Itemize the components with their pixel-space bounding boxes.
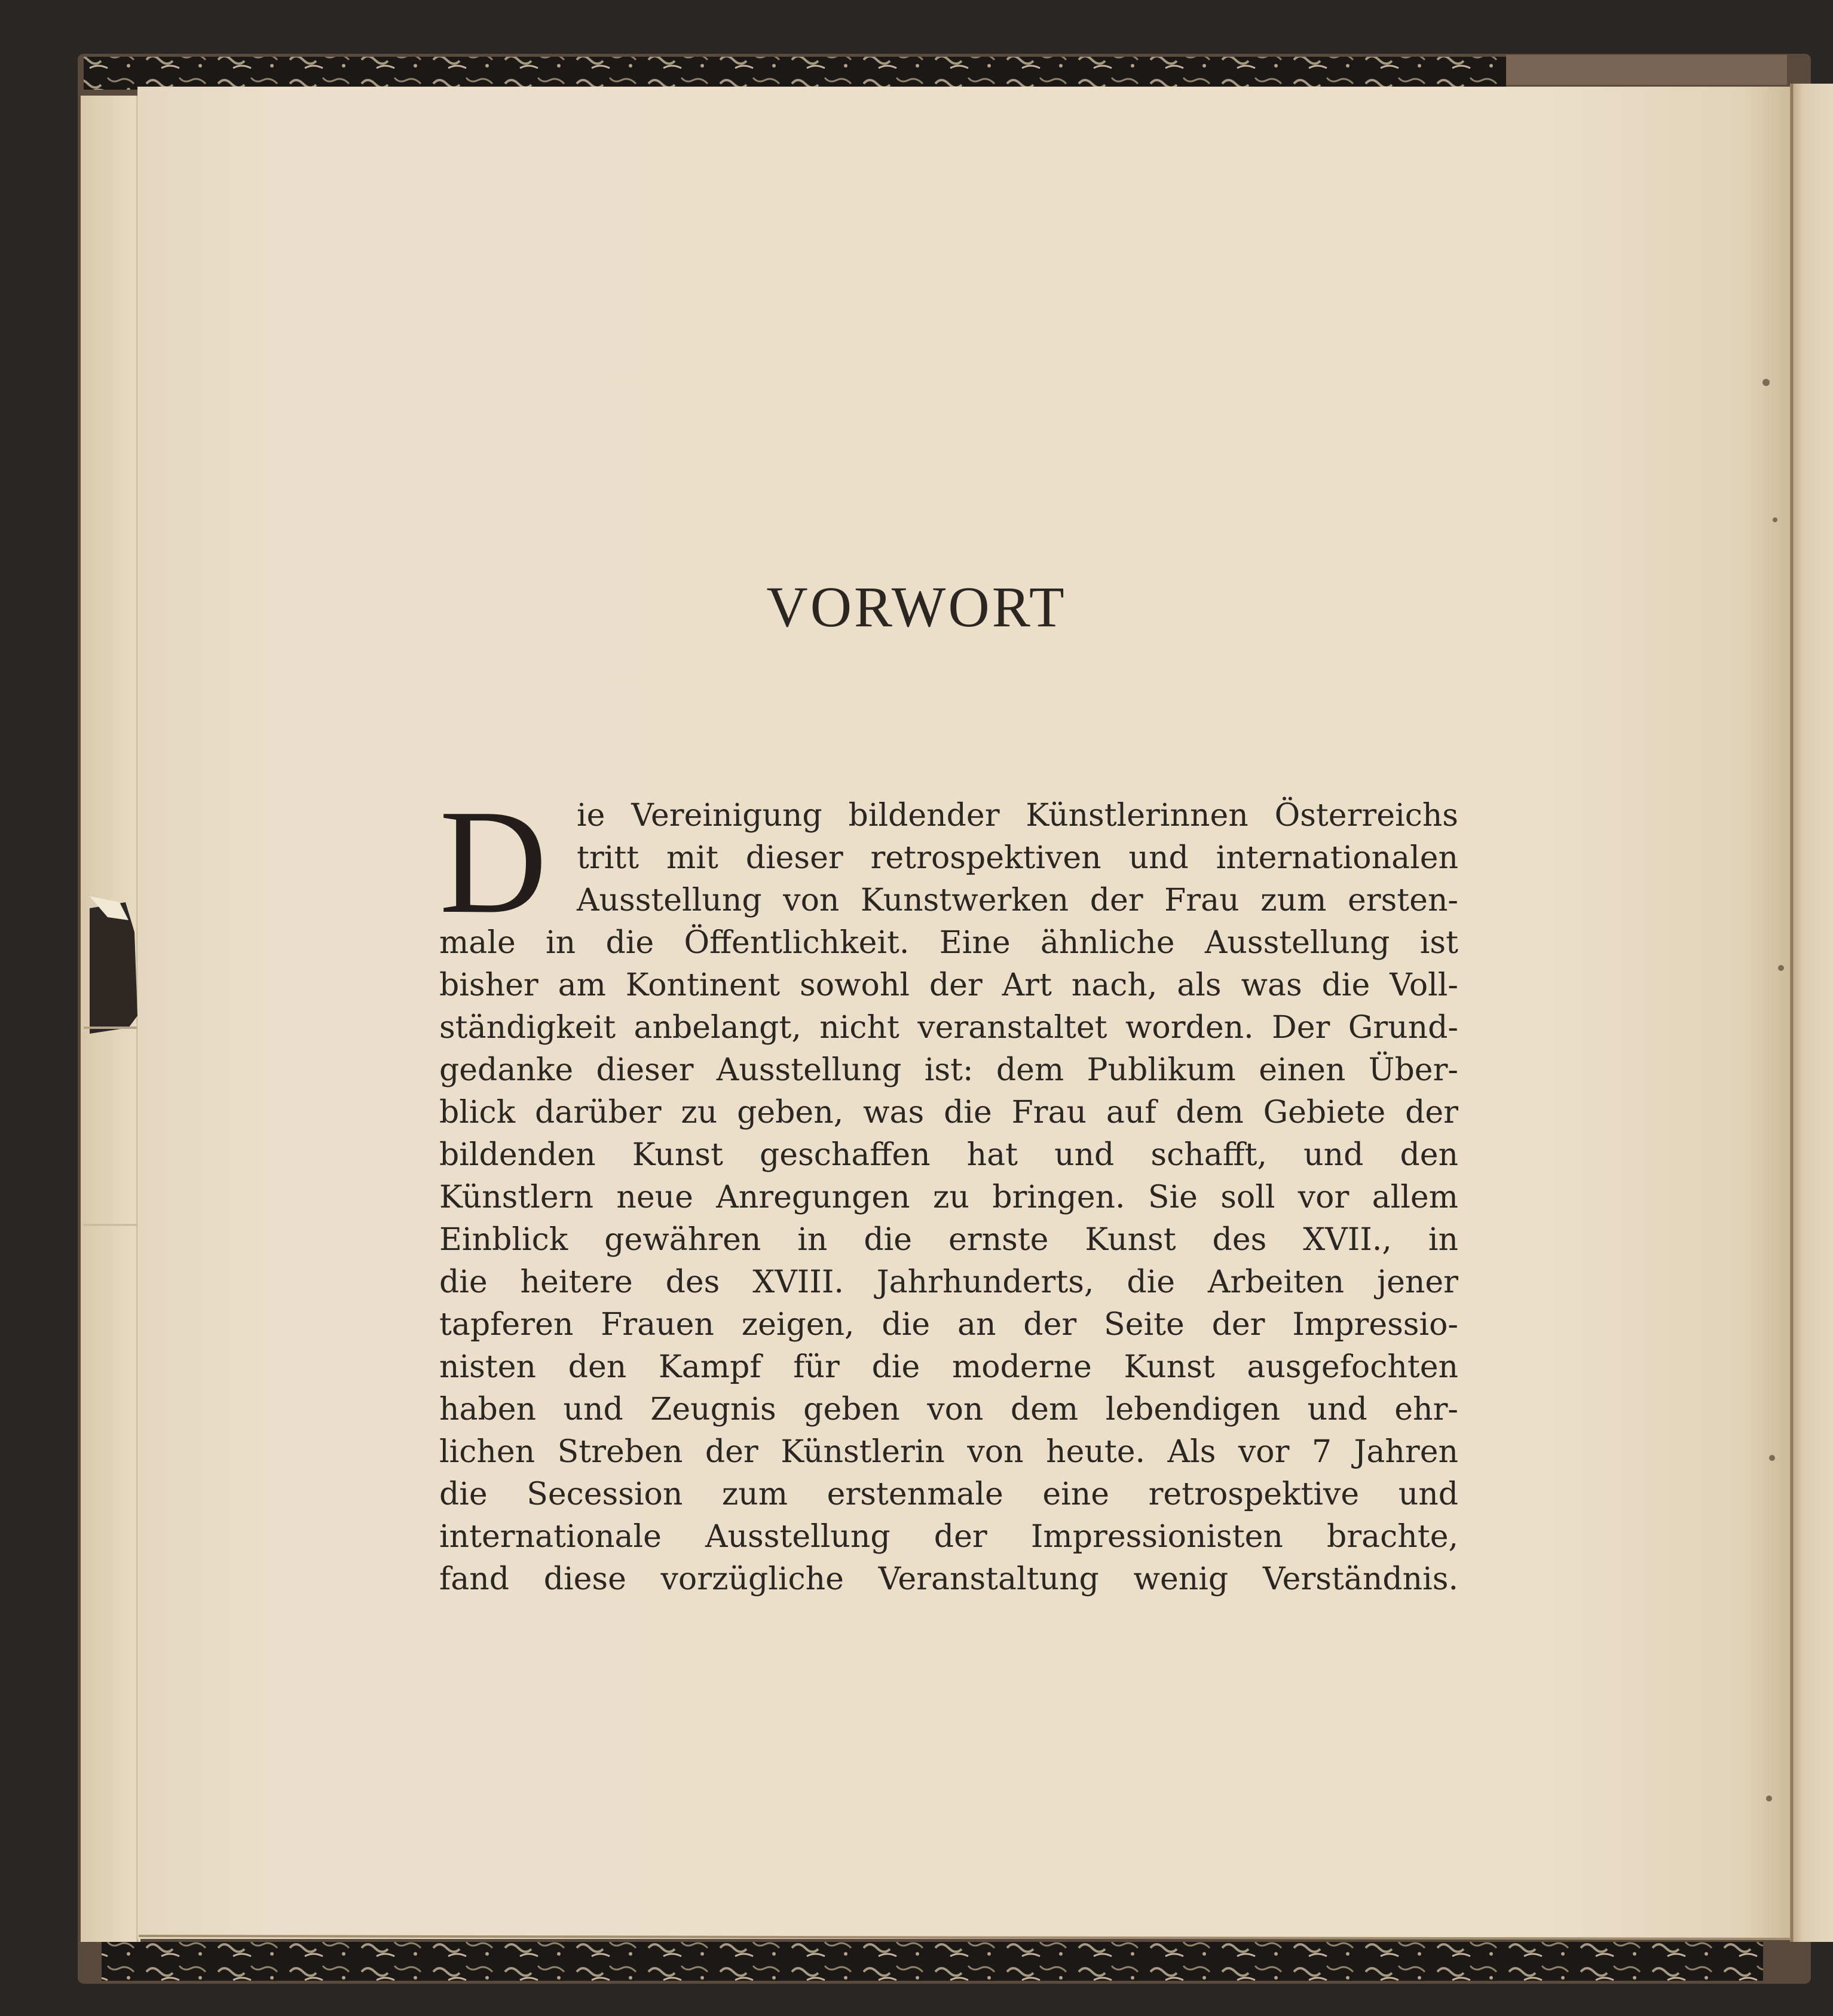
- text-line: tritt mit dieser retrospektiven und internationalen: [577, 840, 1458, 876]
- text-line: gedanke dieser Ausstellung ist: dem Publikum einen Über-: [439, 1052, 1458, 1088]
- text-line: bildenden Kunst geschaffen hat und schafft, und den: [439, 1137, 1458, 1173]
- text-line: tapferen Frauen zeigen, die an der Seite der Impressio-: [439, 1307, 1458, 1343]
- text-line: blick darüber zu geben, was die Frau auf dem Gebiete der: [439, 1095, 1458, 1130]
- text-line: Ausstellung von Kunstwerken der Frau zum ersten-: [577, 883, 1458, 918]
- text-line: fand diese vorzügliche Veranstaltung wenig Verständnis.: [439, 1561, 1458, 1597]
- text-line: die heitere des XVIII. Jahrhunderts, die Arbeiten jener: [439, 1264, 1458, 1300]
- page-title: VORWORT: [766, 575, 1067, 639]
- text-line: die Secession zum erstenmale eine retrospektive und: [439, 1476, 1458, 1512]
- text-line: male in die Öffentlichkeit. Eine ähnliche Ausstellung ist: [439, 925, 1458, 961]
- text-line: Künstlern neue Anregungen zu bringen. Sie soll vor allem: [439, 1179, 1458, 1215]
- text-line: internationale Ausstellung der Impressionisten brachte,: [439, 1519, 1458, 1555]
- text-line: haben und Zeugnis geben von dem lebendigen und ehr-: [439, 1392, 1458, 1427]
- foreword-body: [439, 779, 1458, 1601]
- text-line: nisten den Kampf für die moderne Kunst ausgefochten: [439, 1349, 1458, 1385]
- text-line: Einblick gewähren in die ernste Kunst des XVII., in: [439, 1222, 1458, 1258]
- text-line: lichen Streben der Künstlerin von heute. Als vor 7 Jahren: [439, 1434, 1458, 1470]
- text-line: ständigkeit anbelangt, nicht veranstaltet worden. Der Grund-: [439, 1010, 1458, 1046]
- text-line: bisher am Kontinent sowohl der Art nach, als was die Voll-: [439, 967, 1458, 1003]
- text-line: ie Vereinigung bildender Künstlerinnen Österreichs: [577, 798, 1458, 834]
- drop-cap: D: [439, 779, 547, 945]
